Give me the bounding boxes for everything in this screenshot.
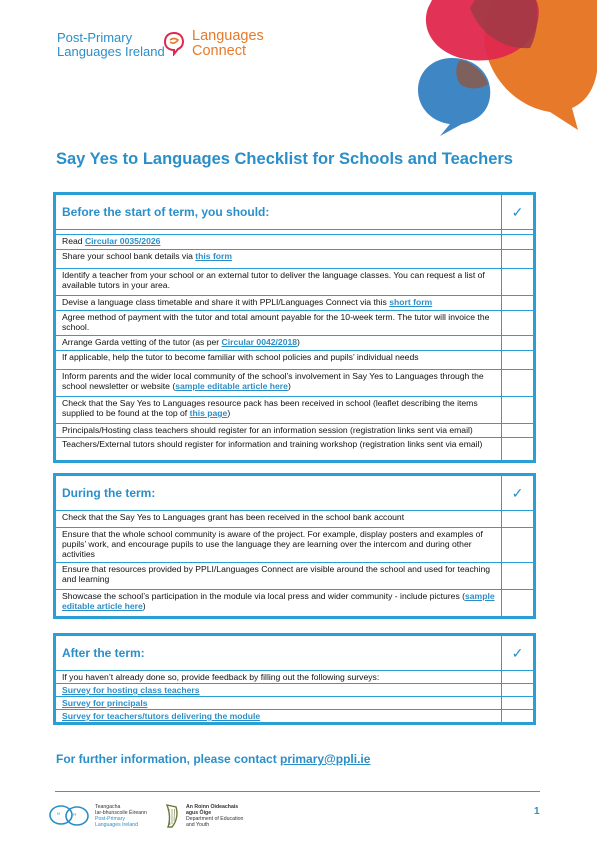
- section-header: [56, 476, 534, 511]
- ppli-logo-line2: Languages Ireland: [57, 44, 165, 59]
- checkbox-cell[interactable]: [502, 684, 534, 697]
- checklist-before-term: [55, 194, 534, 461]
- row-text-after: ): [287, 381, 291, 391]
- row-text: Ensure that the whole school community is aware of the project. For example, display posters and examples of pupils’ work, and encourage pupils to use the language they are learning over the intercom and during other activities: [62, 529, 483, 559]
- contact-text: For further information, please contact: [56, 752, 281, 766]
- department-logo-text: [186, 804, 243, 828]
- checklist-row: [56, 250, 534, 269]
- checklist-row: [56, 590, 534, 617]
- footer-divider: [55, 791, 540, 792]
- dept-footer-line: An Roinn Oideachais: [186, 804, 239, 810]
- ppli-footer-line: Languages Ireland: [95, 822, 138, 828]
- checkbox-cell[interactable]: [502, 250, 534, 269]
- dept-footer-line: Department of Education: [186, 816, 244, 822]
- section-heading: During the term:: [56, 476, 502, 511]
- row-text: Devise a language class timetable and share it with PPLI/Languages Connect via this: [62, 297, 390, 307]
- page-title: Say Yes to Languages Checklist for Schools and Teachers: [56, 150, 513, 168]
- languages-connect-icon: [163, 30, 185, 56]
- row-link[interactable]: this page: [189, 408, 228, 418]
- row-link[interactable]: sample editable article here: [175, 381, 288, 391]
- row-text: If applicable, help the tutor to become familiar with school policies and pupils’ individual needs: [62, 352, 419, 362]
- survey-link-tutors[interactable]: Survey for teachers/tutors delivering the module: [62, 711, 261, 721]
- checkbox-cell[interactable]: [502, 511, 534, 528]
- checkbox-cell[interactable]: [502, 397, 534, 424]
- checklist-row: [56, 563, 534, 590]
- dept-footer-line: and Youth: [186, 822, 210, 828]
- check-mark: ✓: [502, 476, 534, 511]
- contact-email-link[interactable]: primary@ppli.ie: [280, 752, 371, 766]
- checkbox-cell[interactable]: [502, 296, 534, 311]
- ppli-logo: [57, 31, 165, 59]
- row-text: Check that the Say Yes to Languages grant has been received in the school bank account: [62, 512, 405, 522]
- row-text: Inform parents and the wider local community of the school’s involvement in Say Yes to Languages through the school newsletter or website (: [62, 371, 484, 391]
- row-link[interactable]: this form: [195, 251, 233, 261]
- row-text: Arrange Garda vetting of the tutor (as per: [62, 337, 222, 347]
- checklist-row: [56, 351, 534, 370]
- check-mark: ✓: [502, 636, 534, 671]
- checklist-row: [56, 370, 534, 397]
- survey-link-hosting-teachers[interactable]: Survey for hosting class teachers: [62, 685, 200, 695]
- section-header: [56, 195, 534, 230]
- row-text: Check that the Say Yes to Languages resource pack has been received in school (leaflet describing the items supplied to be found at the top of: [62, 398, 478, 418]
- row-text: Agree method of payment with the tutor and total amount payable for the 10-week term. The tutor will invoice the school.: [62, 312, 490, 332]
- checkbox-cell[interactable]: [502, 697, 534, 710]
- svg-text:”: ”: [73, 812, 76, 822]
- checkbox-cell[interactable]: [502, 563, 534, 590]
- checklist-row: [56, 528, 534, 563]
- row-link[interactable]: sample editable article here: [62, 591, 495, 611]
- ppli-footer-line: Teangacha: [95, 804, 121, 810]
- checklist-row: [56, 438, 534, 461]
- checkbox-cell[interactable]: [502, 528, 534, 563]
- checklist-row: [56, 397, 534, 424]
- harp-icon: [164, 803, 180, 829]
- row-text: Read: [62, 236, 85, 246]
- checklist-row: [56, 684, 534, 697]
- row-text: Identify a teacher from your school or an external tutor to deliver the language classes. You can request a list of available tutors in your area.: [62, 270, 485, 290]
- survey-link-principals[interactable]: Survey for principals: [62, 698, 148, 708]
- ppli-footer-line: Post-Primary: [95, 816, 125, 822]
- ppli-footer-logo-text: [95, 804, 147, 828]
- speech-bubbles-graphic: [410, 0, 597, 140]
- svg-text:“: “: [57, 811, 60, 821]
- checklist-during-term: [55, 475, 534, 617]
- checkbox-cell[interactable]: [502, 351, 534, 370]
- contact-line: [56, 752, 370, 766]
- checkbox-cell[interactable]: [502, 235, 534, 250]
- row-link[interactable]: Circular 0035/2026: [84, 236, 161, 246]
- checklist-row: [56, 311, 534, 336]
- checklist-row: [56, 269, 534, 296]
- checkbox-cell[interactable]: [502, 424, 534, 438]
- checklist-row: [56, 336, 534, 351]
- checklist-row: [56, 235, 534, 250]
- checklist-row: [56, 511, 534, 528]
- checklist-row: [56, 697, 534, 710]
- ppli-logo-line1: Post-Primary: [57, 30, 133, 45]
- row-text: Principals/Hosting class teachers should register for an information session (registration links sent via email): [62, 425, 473, 435]
- row-text: Ensure that resources provided by PPLI/Languages Connect are visible around the school and used for teaching and learning: [62, 564, 491, 584]
- checklist-row: [56, 710, 534, 723]
- row-text-after: ): [142, 601, 146, 611]
- row-text-after: ): [227, 408, 231, 418]
- checklist-row: [56, 671, 534, 684]
- checkbox-cell[interactable]: [502, 311, 534, 336]
- checkbox-cell[interactable]: [502, 590, 534, 617]
- ppli-footer-line: Iar-bhunscoile Éireann: [95, 810, 147, 816]
- page-number: 1: [534, 806, 540, 817]
- checklist-row: [56, 296, 534, 311]
- row-text: Showcase the school’s participation in the module via local press and wider community - include pictures (: [62, 591, 465, 601]
- languages-connect-logo: [192, 29, 264, 59]
- lc-logo-line1: Languages: [192, 28, 264, 44]
- checkbox-cell[interactable]: [502, 671, 534, 684]
- section-heading: Before the start of term, you should:: [56, 195, 502, 230]
- dept-footer-line: agus Óige: [186, 810, 212, 816]
- section-header: [56, 636, 534, 671]
- check-mark: ✓: [502, 195, 534, 230]
- section-heading: After the term:: [56, 636, 502, 671]
- checkbox-cell[interactable]: [502, 336, 534, 351]
- row-link[interactable]: Circular 0042/2018: [221, 337, 298, 347]
- row-text: If you haven’t already done so, provide feedback by filling out the following surveys:: [62, 672, 380, 682]
- row-text: Teachers/External tutors should register for information and training workshop (registration links sent via email): [62, 439, 483, 449]
- lc-logo-line2: Connect: [192, 43, 247, 59]
- checkbox-cell[interactable]: [502, 438, 534, 461]
- row-text: Share your school bank details via: [62, 251, 196, 261]
- ppli-footer-logo-icon: [48, 804, 90, 828]
- checklist-after-term: [55, 635, 534, 723]
- row-link[interactable]: short form: [389, 297, 433, 307]
- checkbox-cell[interactable]: [502, 269, 534, 296]
- row-text-after: ): [297, 337, 300, 347]
- checklist-row: [56, 424, 534, 438]
- checkbox-cell[interactable]: [502, 710, 534, 723]
- checkbox-cell[interactable]: [502, 370, 534, 397]
